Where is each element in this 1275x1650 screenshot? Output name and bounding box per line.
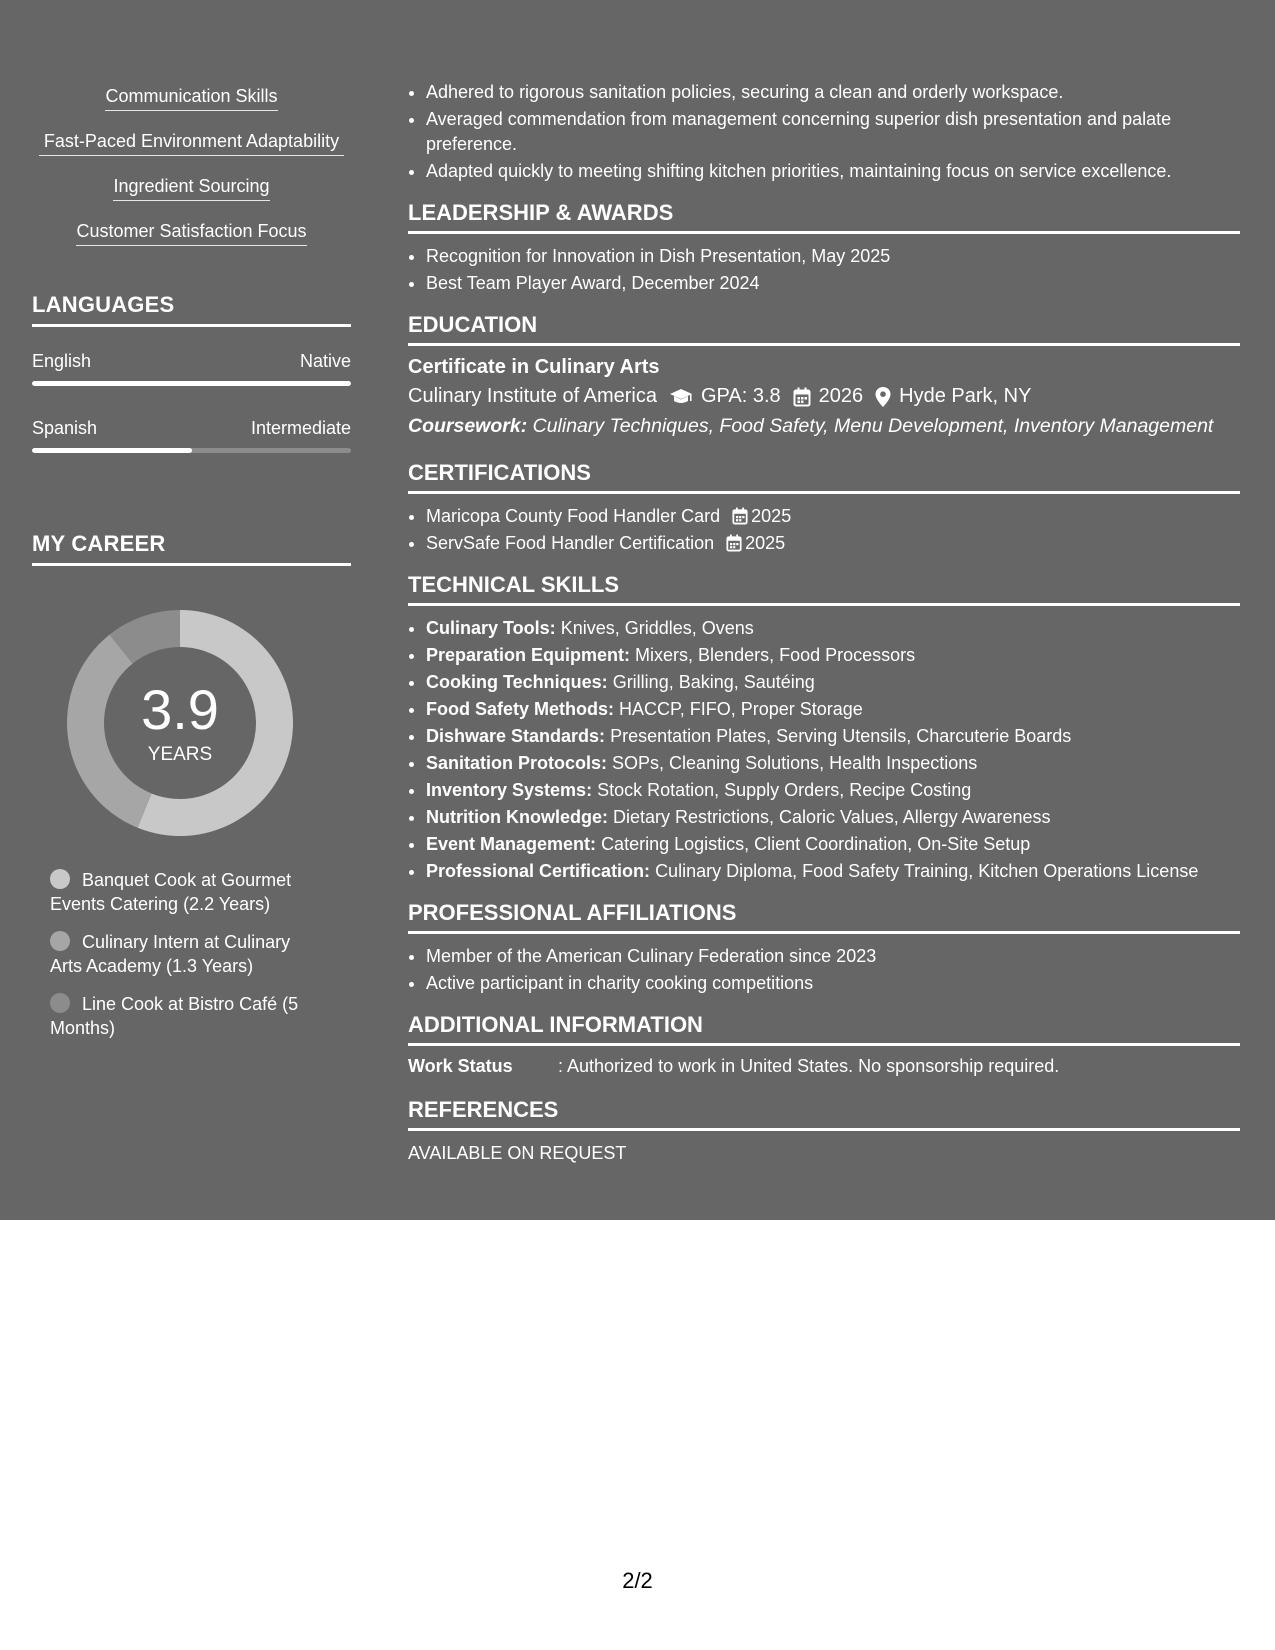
language-row [32, 418, 351, 439]
language-level: Native [299, 351, 351, 371]
technical-skill-label: Event Management: [426, 834, 597, 854]
skills-list [32, 84, 351, 246]
technical-skill-value: Mixers, Blenders, Food Processors [635, 645, 916, 665]
technical-skill-value: Catering Logistics, Client Coordination, On-Site Setup [601, 834, 1031, 854]
career-item [50, 992, 310, 1040]
technical-skill-item [426, 805, 1240, 830]
career-dot [50, 931, 70, 951]
technical-skill-value: Stock Rotation, Supply Orders, Recipe Costing [597, 780, 972, 800]
career-dot [50, 993, 70, 1013]
leadership-item: • Recognition for Innovation in Dish Presentation, May 2025 [426, 244, 1240, 269]
education-details [408, 385, 1240, 408]
skill-label: Communication Skills [105, 84, 277, 111]
references-heading: REFERENCES [408, 1097, 1240, 1131]
technical-skill-value: Dietary Restrictions, Caloric Values, Allergy Awareness [613, 807, 1051, 827]
technical-skills-section [408, 616, 1240, 884]
technical-skill-item [426, 670, 1240, 695]
technical-skills-heading: TECHNICAL SKILLS [408, 572, 1240, 606]
education-heading: EDUCATION [408, 312, 1240, 346]
certifications-list [408, 504, 1240, 556]
page-number: 2/2 [622, 1568, 653, 1593]
calendar-icon [732, 507, 748, 525]
career-item [50, 930, 310, 978]
education-location: Hyde Park, NY [899, 385, 1032, 407]
additional-info-heading: ADDITIONAL INFORMATION [408, 1012, 1240, 1046]
main-content [408, 80, 1240, 1164]
career-dot [50, 869, 70, 889]
graduation-cap-icon [669, 388, 693, 406]
skill-label: Ingredient Sourcing [113, 174, 269, 201]
language-name: Spanish [32, 418, 98, 438]
leadership-heading: LEADERSHIP & AWARDS [408, 200, 1240, 234]
career-donut-chart [67, 610, 293, 836]
skill-label: Fast-Paced Environment Adaptability [39, 129, 344, 156]
affiliation-item: • Active participant in charity cooking competitions [426, 971, 1240, 996]
experience-bullet: • Adapted quickly to meeting shifting kitchen priorities, maintaining focus on service excellence. [426, 159, 1240, 184]
skill-item [32, 129, 351, 156]
technical-skill-label: Nutrition Knowledge: [426, 807, 608, 827]
language-spanish [32, 418, 351, 453]
technical-skill-value: Grilling, Baking, Sautéing [612, 672, 815, 692]
certifications-heading: CERTIFICATIONS [408, 460, 1240, 494]
technical-skill-label: Inventory Systems: [426, 780, 593, 800]
language-english [32, 351, 351, 386]
technical-skill-item [426, 859, 1240, 884]
leadership-item: • Best Team Player Award, December 2024 [426, 271, 1240, 296]
skill-item [32, 174, 351, 201]
affiliations-heading: PROFESSIONAL AFFILIATIONS [408, 900, 1240, 934]
technical-skill-label: Culinary Tools: [426, 618, 556, 638]
certification-name: Maricopa County Food Handler Card [426, 506, 721, 526]
affiliation-item: • Member of the American Culinary Federation since 2023 [426, 944, 1240, 969]
certification-item [426, 504, 1240, 529]
education-section [408, 356, 1240, 438]
sidebar [32, 84, 351, 1054]
affiliations-section [408, 944, 1240, 996]
career-item-label: Banquet Cook at Gourmet Events Catering (2.2 Years) [50, 870, 292, 914]
languages-heading: LANGUAGES [32, 292, 351, 327]
technical-skill-value: Presentation Plates, Serving Utensils, Charcuterie Boards [610, 726, 1072, 746]
certification-name: ServSafe Food Handler Certification [426, 533, 715, 553]
certification-year: 2025 [751, 506, 792, 526]
technical-skill-value: HACCP, FIFO, Proper Storage [619, 699, 863, 719]
work-status-label: Work Status [408, 1056, 513, 1076]
education-coursework [408, 415, 1240, 438]
technical-skill-label: Sanitation Protocols: [426, 753, 608, 773]
career-item [50, 868, 310, 916]
technical-skill-item [426, 751, 1240, 776]
leadership-section [408, 244, 1240, 296]
technical-skill-item [426, 832, 1240, 857]
career-total: 3.9 [141, 678, 219, 741]
calendar-icon [793, 387, 811, 407]
technical-skill-label: Professional Certification: [426, 861, 651, 881]
language-bar-fill [32, 381, 351, 386]
technical-skill-label: Food Safety Methods: [426, 699, 614, 719]
education-school: Culinary Institute of America [408, 385, 657, 407]
technical-skill-label: Dishware Standards: [426, 726, 606, 746]
technical-skill-label: Cooking Techniques: [426, 672, 608, 692]
technical-skills-list [408, 616, 1240, 884]
language-level: Intermediate [250, 418, 351, 438]
experience-bullets [408, 80, 1240, 184]
technical-skill-item [426, 616, 1240, 641]
language-bar-fill [32, 448, 192, 453]
education-degree: Certificate in Culinary Arts [408, 356, 660, 378]
technical-skill-item [426, 778, 1240, 803]
map-pin-icon [875, 387, 891, 407]
certifications-section [408, 504, 1240, 556]
experience-bullet: • Averaged commendation from management concerning superior dish presentation and palate preference. [426, 107, 1240, 157]
career-heading: MY CAREER [32, 531, 351, 566]
affiliations-list [408, 944, 1240, 996]
skill-label: Customer Satisfaction Focus [76, 219, 306, 246]
technical-skill-value: SOPs, Cleaning Solutions, Health Inspections [612, 753, 978, 773]
certification-year: 2025 [745, 533, 786, 553]
career-item-label: Culinary Intern at Culinary Arts Academy (1.3 Years) [50, 932, 291, 976]
technical-skill-label: Preparation Equipment: [426, 645, 631, 665]
references-text: AVAILABLE ON REQUEST [408, 1143, 627, 1163]
education-gpa: GPA: 3.8 [701, 385, 781, 407]
coursework-value: Culinary Techniques, Food Safety, Menu Development, Inventory Management [532, 415, 1214, 437]
language-bar [32, 448, 351, 453]
calendar-icon [726, 534, 742, 552]
career-list [50, 868, 310, 1040]
leadership-list [408, 244, 1240, 296]
work-status-value: : Authorized to work in United States. No sponsorship required. [558, 1056, 1060, 1076]
technical-skill-value: Culinary Diploma, Food Safety Training, Kitchen Operations License [655, 861, 1199, 881]
work-status-row [408, 1056, 1240, 1077]
skill-item [32, 219, 351, 246]
technical-skill-item [426, 643, 1240, 668]
technical-skill-value: Knives, Griddles, Ovens [560, 618, 754, 638]
technical-skill-item [426, 697, 1240, 722]
technical-skill-item [426, 724, 1240, 749]
certification-item [426, 531, 1240, 556]
career-item-label: Line Cook at Bistro Café (5 Months) [50, 994, 299, 1038]
education-year: 2026 [818, 385, 864, 407]
language-name: English [32, 351, 92, 371]
career-unit: YEARS [147, 744, 213, 765]
language-row [32, 351, 351, 372]
skill-item [32, 84, 351, 111]
language-bar [32, 381, 351, 386]
coursework-label: Coursework: [408, 415, 528, 437]
experience-bullet: • Adhered to rigorous sanitation policies, securing a clean and orderly workspace. [426, 80, 1240, 105]
